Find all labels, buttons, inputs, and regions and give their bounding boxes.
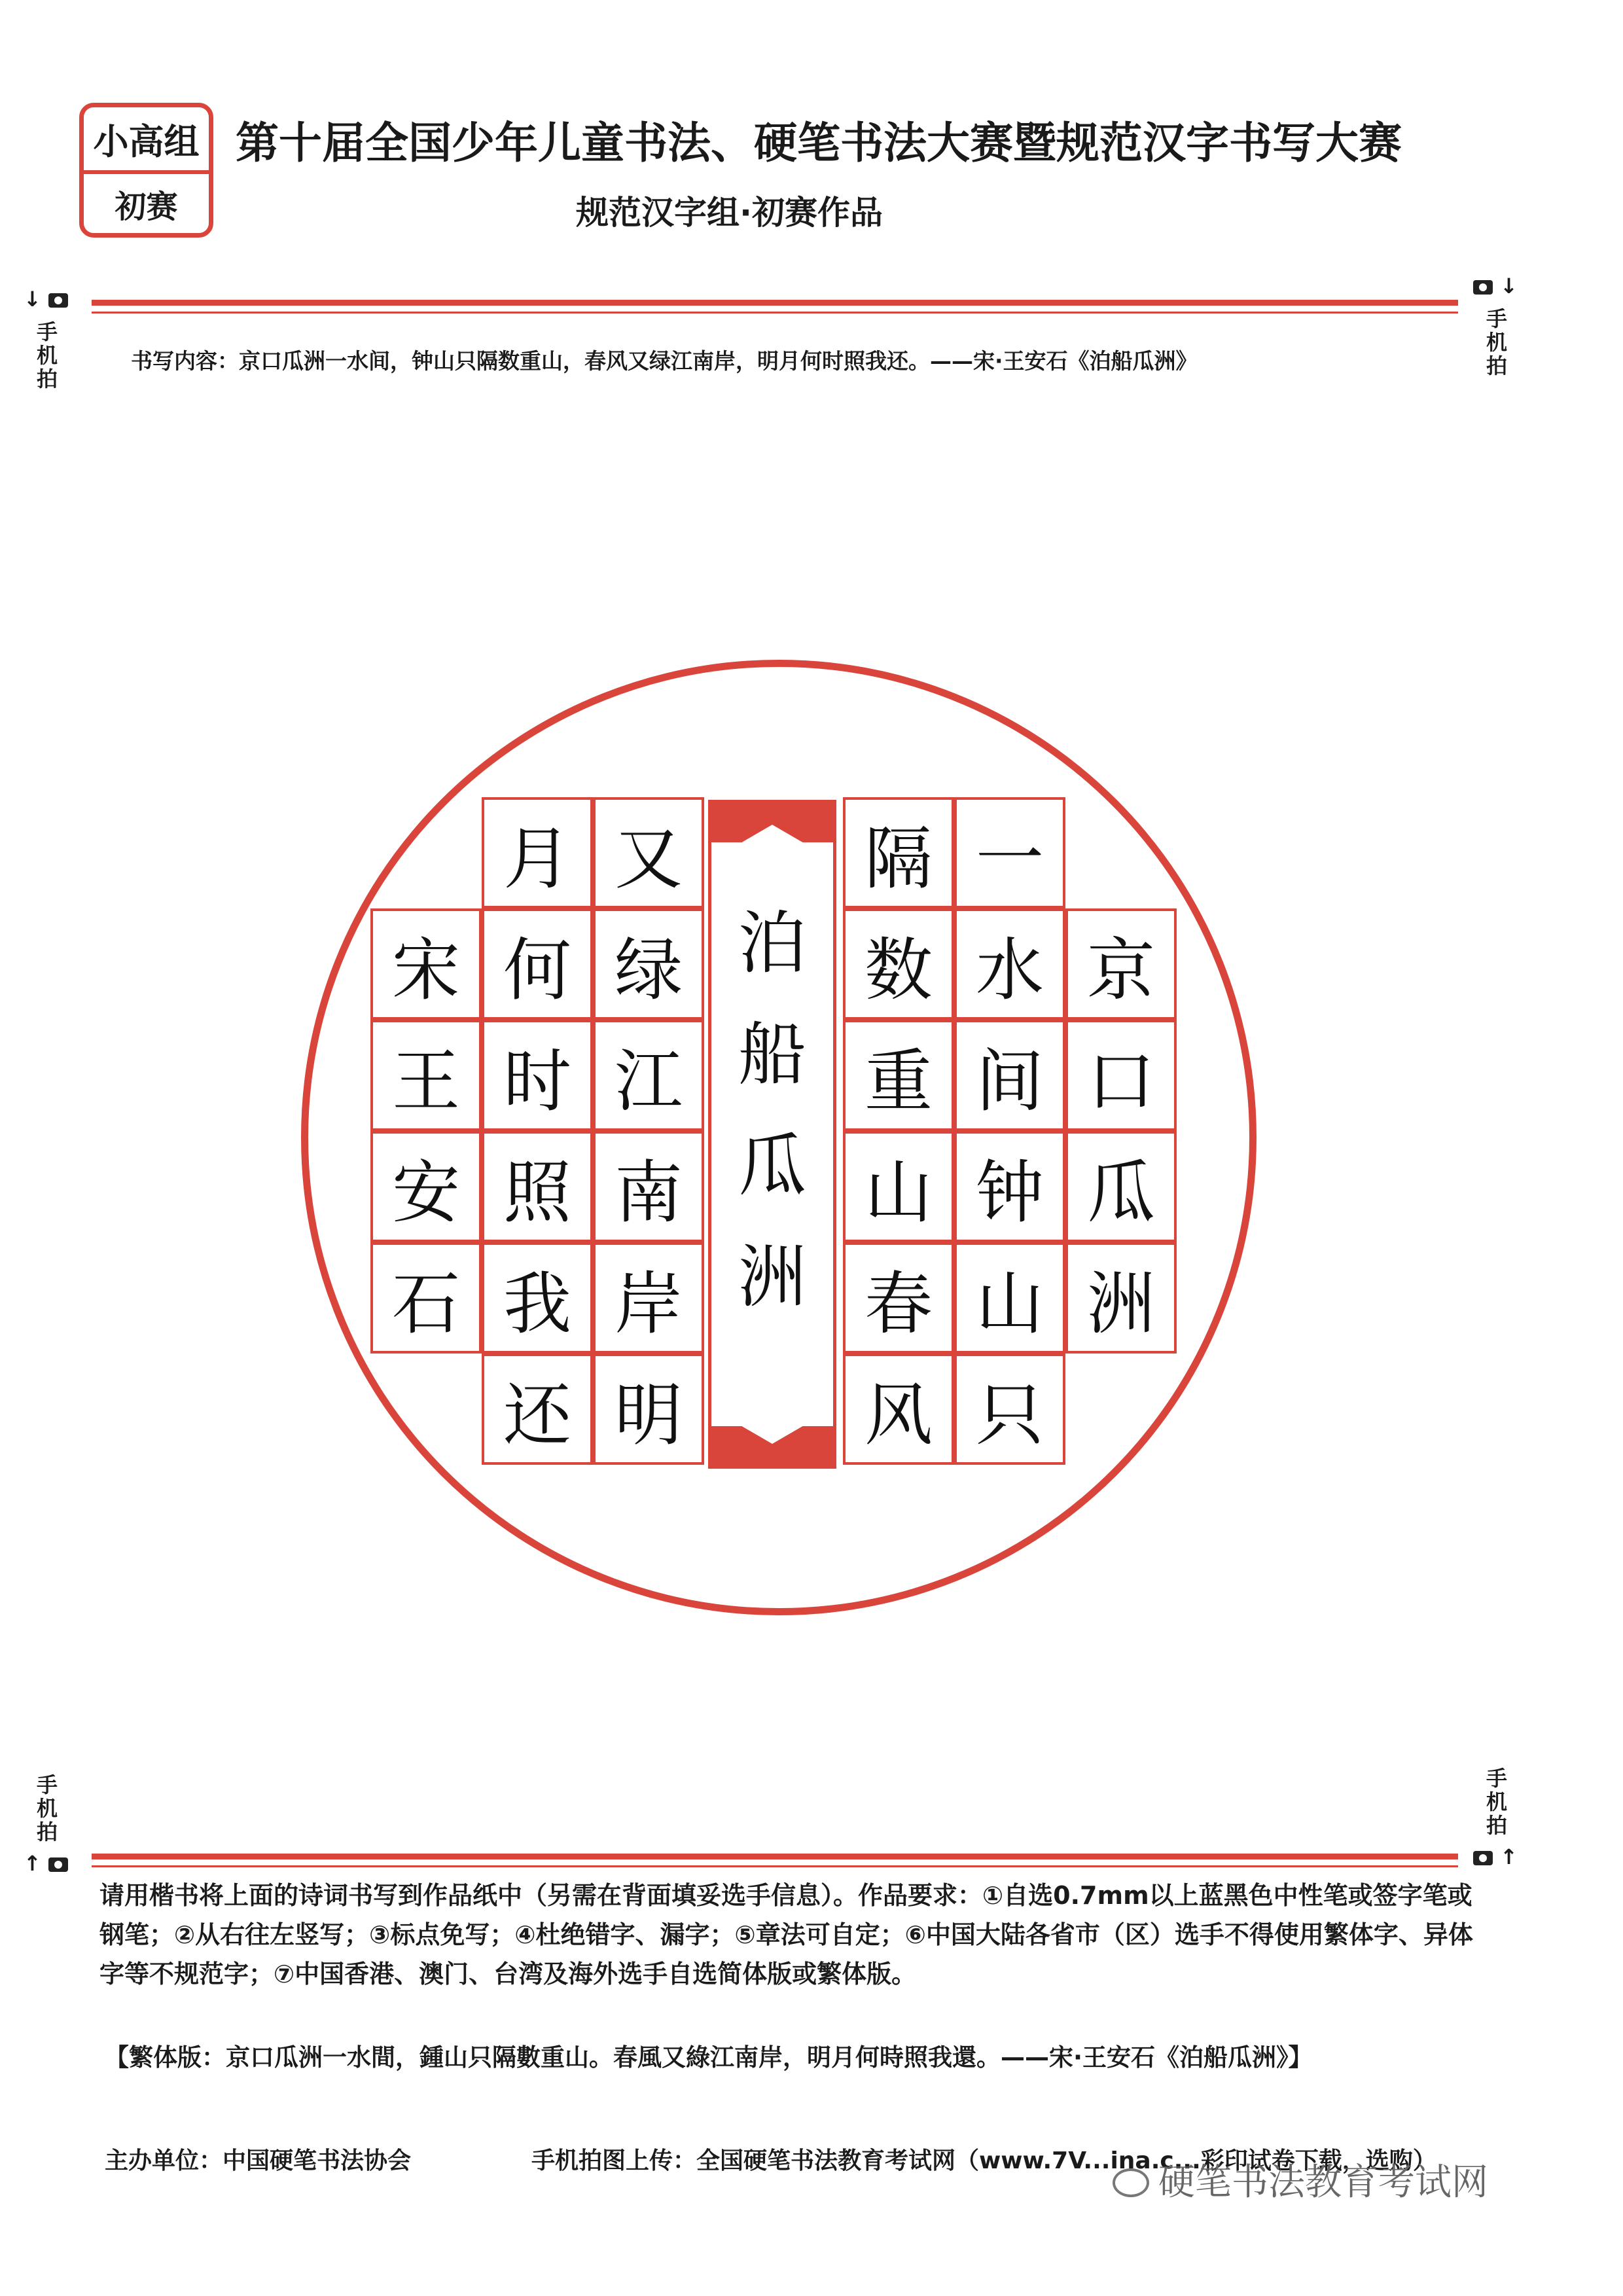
badge-top-label: 小高组	[84, 107, 209, 174]
bottom-right-photo-label: 手机拍	[1483, 1767, 1508, 1838]
watermark-text: 硬笔书法教育考试网	[1158, 2161, 1488, 2204]
grid-cell: 安	[370, 1131, 482, 1242]
camera-icon	[1473, 1851, 1493, 1865]
camera-icon	[48, 1857, 68, 1872]
arrow-up-icon: ↑	[24, 1851, 41, 1876]
top-rule-thin	[92, 312, 1458, 314]
top-left-photo-label: 手机拍	[33, 321, 58, 391]
grid-cell: 重	[843, 1020, 954, 1131]
grid-cell: 月	[482, 797, 593, 908]
bottom-rule-thick	[92, 1854, 1458, 1859]
ribbon-top	[711, 803, 833, 842]
grid-cell: 钟	[954, 1131, 1065, 1242]
grid-cell: 绿	[593, 908, 704, 1020]
upload-info: 手机拍图上传：全国硬笔书法教育考试网（www.7V...ina.c...彩印试卷下载，选购）	[531, 2147, 1436, 2174]
title-char: 瓜	[738, 1126, 806, 1206]
instructions: 请用楷书将上面的诗词书写到作品纸中（另需在背面填妥选手信息）。作品要求：①自选0.7mm以上蓝黑色中性笔或签字笔或钢笔；②从右往左竖写；③标点免写；④杜绝错字、漏字；⑤章法可自定；⑥中国大陆各省市（区）选手不得使用繁体字、异体字等不规范字；⑦中国香港、澳门、台湾及海外选手自选简体版或繁体版。	[99, 1881, 1473, 1988]
top-left-photo-mark	[20, 287, 72, 391]
group-badge	[79, 103, 213, 238]
title-column	[708, 800, 836, 1469]
grid-cell: 岸	[593, 1242, 704, 1354]
grid-cell: 洲	[1065, 1242, 1177, 1354]
grid-cell: 春	[843, 1242, 954, 1354]
grid-cell: 何	[482, 908, 593, 1020]
grid-cell: 南	[593, 1131, 704, 1242]
grid-cell: 照	[482, 1131, 593, 1242]
page-subtitle: 规范汉字组·初赛作品	[576, 194, 883, 232]
bottom-right-photo-mark	[1466, 1767, 1525, 1869]
top-rule-thick	[92, 300, 1458, 306]
bottom-left-photo-label: 手机拍	[33, 1774, 58, 1844]
wechat-icon	[1113, 2168, 1149, 2197]
grid-cell: 江	[593, 1020, 704, 1131]
grid-cell: 京	[1065, 908, 1177, 1020]
grid-cell: 间	[954, 1020, 1065, 1131]
camera-icon	[1473, 280, 1493, 295]
bottom-rule-thin	[92, 1865, 1458, 1867]
grid-cell: 口	[1065, 1020, 1177, 1131]
title-char: 洲	[738, 1237, 806, 1317]
grid-cell: 王	[370, 1020, 482, 1131]
watermark	[1113, 2160, 1488, 2206]
grid-cell: 瓜	[1065, 1131, 1177, 1242]
grid-cell: 数	[843, 908, 954, 1020]
page-title: 第十届全国少年儿童书法、硬笔书法大赛暨规范汉字书写大赛	[236, 117, 1402, 168]
grid-cell: 宋	[370, 908, 482, 1020]
traditional-version: 【繁体版：京口瓜洲一水間，鍾山只隔數重山。春風又綠江南岸，明月何時照我還。——宋·王安石《泊船瓜洲》】	[105, 2043, 1313, 2072]
grid-cell: 山	[843, 1131, 954, 1242]
grid-cell: 还	[482, 1354, 593, 1465]
writing-content: 书写内容：京口瓜洲一水间，钟山只隔数重山，春风又绿江南岸，明月何时照我还。——宋·王安石《泊船瓜洲》	[131, 348, 1198, 374]
grid-cell: 一	[954, 797, 1065, 908]
grid-cell: 明	[593, 1354, 704, 1465]
grid-cell: 风	[843, 1354, 954, 1465]
title-char: 泊	[738, 903, 806, 983]
badge-bottom-label: 初赛	[115, 188, 178, 225]
grid-cell: 山	[954, 1242, 1065, 1354]
grid-cell: 我	[482, 1242, 593, 1354]
grid-cell: 石	[370, 1242, 482, 1354]
grid-cell: 只	[954, 1354, 1065, 1465]
organizer: 主办单位：中国硬笔书法协会	[105, 2147, 412, 2174]
grid-cell: 水	[954, 908, 1065, 1020]
bottom-left-photo-mark	[20, 1774, 72, 1876]
grid-cell: 时	[482, 1020, 593, 1131]
arrow-up-icon: ↑	[1500, 1844, 1518, 1869]
top-right-photo-label: 手机拍	[1483, 308, 1508, 378]
grid-cell: 又	[593, 797, 704, 908]
camera-icon	[48, 293, 68, 308]
ribbon-bottom	[711, 1426, 833, 1465]
arrow-down-icon: ↓	[24, 287, 41, 312]
grid-cell: 隔	[843, 797, 954, 908]
arrow-down-icon: ↓	[1500, 274, 1518, 298]
title-char: 船	[738, 1014, 806, 1094]
